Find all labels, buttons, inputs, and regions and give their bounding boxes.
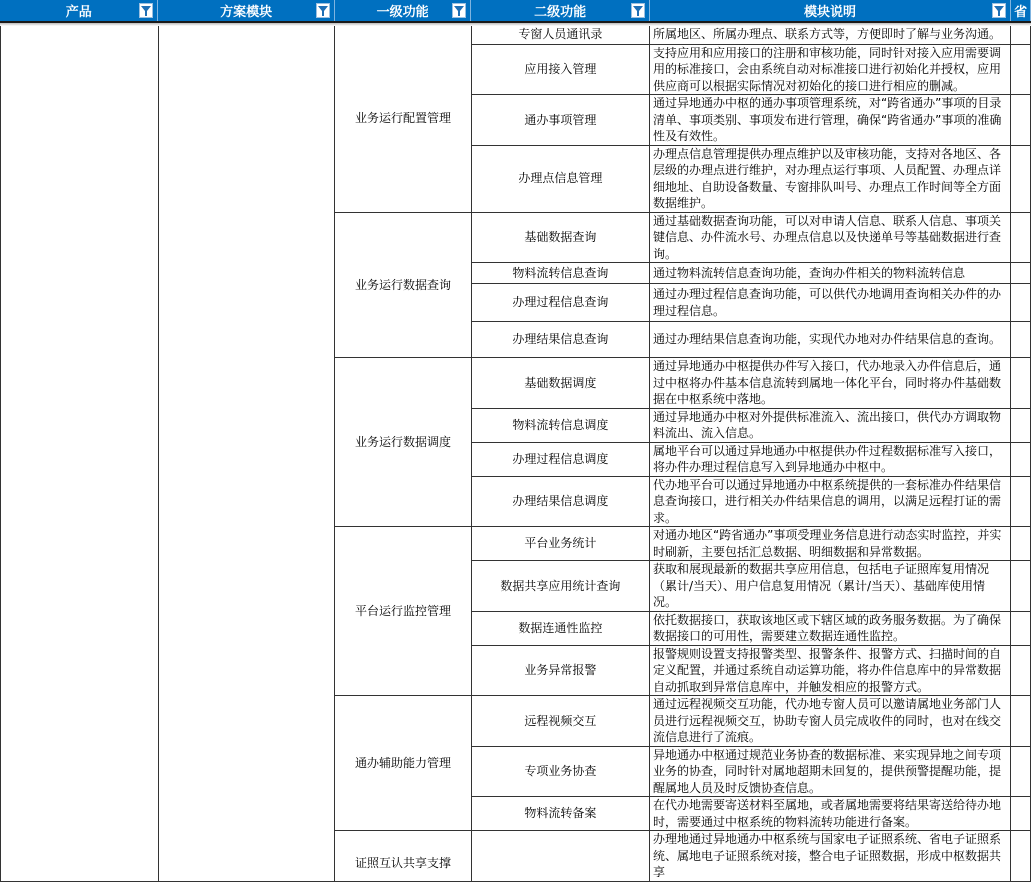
next-column-cell[interactable] bbox=[1011, 831, 1031, 882]
level2-cell-text: 远程视频交互 bbox=[524, 713, 597, 728]
column-header[interactable] bbox=[0, 0, 158, 21]
level2-cell[interactable] bbox=[471, 95, 649, 146]
description-cell[interactable] bbox=[649, 358, 1010, 409]
description-cell-text: 通过办理过程信息查询功能，可以供代办地调用查询相关办件的办理过程信息。 bbox=[652, 287, 1001, 318]
description-cell[interactable] bbox=[649, 44, 1010, 95]
next-column-cell[interactable] bbox=[1011, 611, 1031, 645]
module-cell[interactable] bbox=[159, 24, 335, 881]
next-column-cell[interactable] bbox=[1011, 696, 1031, 747]
next-column-cell[interactable] bbox=[1011, 322, 1031, 358]
description-cell-text: 通过物料流转信息查询功能，查询办件相关的物料流转信息 bbox=[652, 265, 965, 280]
description-cell[interactable] bbox=[649, 284, 1010, 322]
level1-cell-text: 平台运行监控管理 bbox=[355, 603, 452, 618]
description-cell-text: 在代办地需要寄送材料至属地，或者属地需要将结果寄送给待办地时，需要通过中枢系统的物料流转功能进行备案。 bbox=[652, 798, 1001, 829]
description-cell[interactable] bbox=[649, 145, 1010, 212]
level2-cell-text: 平台业务统计 bbox=[524, 536, 597, 551]
next-column-cell[interactable] bbox=[1011, 145, 1031, 212]
level2-cell-text: 数据共享应用统计查询 bbox=[500, 578, 621, 593]
column-header-label: 产品 bbox=[65, 5, 92, 20]
description-cell-text: 办理地通过异地通办中枢系统与国家电子证照系统、省电子证照系统、属地电子证照系统对接，整合电子证照数据，形成中枢数据共享 bbox=[652, 832, 1001, 879]
next-column-cell[interactable] bbox=[1011, 645, 1031, 696]
description-cell[interactable] bbox=[649, 442, 1010, 476]
level2-cell[interactable] bbox=[471, 145, 649, 212]
description-cell[interactable] bbox=[649, 611, 1010, 645]
next-column-cell[interactable] bbox=[1011, 212, 1031, 263]
level2-cell-text: 物料流转信息调度 bbox=[512, 417, 609, 432]
level2-cell[interactable] bbox=[471, 408, 649, 442]
column-header-label: 方案模块 bbox=[220, 5, 273, 20]
level1-cell[interactable] bbox=[335, 527, 472, 696]
level2-cell[interactable] bbox=[471, 611, 649, 645]
level1-cell[interactable] bbox=[335, 696, 472, 831]
column-header-label: 省 bbox=[1014, 5, 1028, 20]
filter-dropdown-icon[interactable] bbox=[631, 3, 645, 18]
level2-cell-text: 专项业务协查 bbox=[524, 764, 597, 778]
level2-cell[interactable] bbox=[471, 831, 649, 882]
level2-cell[interactable] bbox=[471, 212, 649, 263]
description-cell-text: 通过异地通办中枢提供办件写入接口，代办地录入办件信息后，通过中枢将办件基本信息流转到属地一体化平台，同时将办件基础数据在中枢系统中落地。 bbox=[652, 359, 1001, 406]
product-cell[interactable] bbox=[1, 24, 159, 881]
description-cell[interactable] bbox=[649, 322, 1010, 358]
description-cell-text: 通过基础数据查询功能，可以对申请人信息、联系人信息、事项关键信息、办件流水号、办理点信息以及快递单号等基础数据进行查询。 bbox=[652, 213, 1001, 261]
level1-cell-text: 业务运行数据调度 bbox=[355, 434, 452, 449]
description-cell-text: 支持应用和应用接口的注册和审核功能，同时针对接入应用需要调用的标准接口，会由系统自动对标准接口进行初始化并授权，应用供应商可以根据实际情况对初始化的接口进行相应的删减。 bbox=[652, 45, 1001, 93]
level2-cell-text: 物料流转备案 bbox=[524, 806, 597, 821]
filter-dropdown-icon[interactable] bbox=[452, 3, 466, 18]
level2-cell[interactable] bbox=[471, 44, 649, 95]
level2-cell-text: 应用接入管理 bbox=[524, 62, 597, 76]
next-column-cell[interactable] bbox=[1011, 746, 1031, 797]
description-cell-text: 代办地平台可以通过异地通办中枢系统提供的一套标准办件结果信息查询接口，进行相关办件结果信息的调用，以满足远程打证的需求。 bbox=[652, 477, 1001, 525]
column-header-label: 一级功能 bbox=[376, 5, 429, 20]
level1-cell[interactable] bbox=[335, 212, 472, 358]
column-header[interactable] bbox=[471, 0, 649, 21]
spreadsheet-table bbox=[0, 24, 1031, 882]
next-column-cell[interactable] bbox=[1011, 95, 1031, 146]
header-row bbox=[0, 0, 1031, 23]
level2-cell-text: 办理过程信息调度 bbox=[512, 451, 609, 466]
level2-cell[interactable] bbox=[471, 746, 649, 797]
next-column-cell[interactable] bbox=[1011, 263, 1031, 284]
description-cell[interactable] bbox=[649, 408, 1010, 442]
level2-cell[interactable] bbox=[471, 696, 649, 747]
description-cell-text: 办理点信息管理提供办理点维护以及审核功能，支持对各地区、各层级的办理点进行维护，对办理点运行事项、人员配置、办理点详细地址、自助设备数量、专窗排队叫号、办理点工作时间等全方面数据维护。 bbox=[652, 146, 1001, 210]
level2-cell-text: 办理结果信息查询 bbox=[512, 332, 609, 347]
description-cell[interactable] bbox=[649, 95, 1010, 146]
description-cell-text: 属地平台可以通过异地通办中枢提供办件过程数据标准写入接口，将办件办理过程信息写入到异地通办中枢中。 bbox=[652, 443, 1001, 474]
level2-cell-text: 数据连通性监控 bbox=[518, 620, 603, 635]
next-column-cell[interactable] bbox=[1011, 561, 1031, 612]
level2-cell[interactable] bbox=[471, 263, 649, 284]
next-column-cell[interactable] bbox=[1011, 527, 1031, 561]
level2-cell[interactable] bbox=[471, 797, 649, 831]
level1-cell-text: 通办辅助能力管理 bbox=[355, 755, 452, 770]
level2-cell-text: 业务异常报警 bbox=[524, 663, 597, 677]
column-header[interactable] bbox=[1011, 0, 1031, 21]
next-column-cell[interactable] bbox=[1011, 358, 1031, 409]
filter-dropdown-icon[interactable] bbox=[316, 3, 330, 18]
column-header[interactable] bbox=[335, 0, 472, 21]
level2-cell-text: 基础数据调度 bbox=[524, 375, 597, 390]
level2-cell[interactable] bbox=[471, 527, 649, 561]
next-column-cell[interactable] bbox=[1011, 284, 1031, 322]
level2-cell[interactable] bbox=[471, 358, 649, 409]
level2-cell-text: 办理结果信息调度 bbox=[512, 494, 609, 508]
description-cell-text: 通过异地通办中枢对外提供标准流入、流出接口，供代办方调取物料流出、流入信息。 bbox=[652, 409, 1001, 440]
description-cell[interactable] bbox=[649, 746, 1010, 797]
description-cell-text: 通过办理结果信息查询功能，实现代办地对办件结果信息的查询。 bbox=[652, 332, 1001, 347]
description-cell[interactable] bbox=[649, 561, 1010, 612]
description-cell[interactable] bbox=[649, 645, 1010, 696]
frozen-pane-divider bbox=[0, 23, 1031, 26]
description-cell[interactable] bbox=[649, 212, 1010, 263]
table-row bbox=[1, 24, 1031, 44]
description-cell[interactable] bbox=[649, 696, 1010, 747]
level1-cell-text: 业务运行数据查询 bbox=[355, 277, 452, 292]
description-cell[interactable] bbox=[649, 476, 1010, 527]
level2-cell[interactable] bbox=[471, 442, 649, 476]
level2-cell[interactable] bbox=[471, 561, 649, 612]
level1-cell[interactable] bbox=[335, 358, 472, 527]
column-header[interactable] bbox=[650, 0, 1011, 21]
level2-cell[interactable] bbox=[471, 284, 649, 322]
description-cell-text: 所属地区、所属办理点、联系方式等，方便即时了解与业务沟通。 bbox=[652, 26, 1001, 41]
description-cell-text: 获取和展现最新的数据共享应用信息，包括电子证照库复用情况（累计/当天）、用户信息复用情况（累计/当天）、基础库使用情况。 bbox=[652, 562, 989, 609]
description-cell-text: 报警规则设置支持报警类型、报警条件、报警方式、扫描时间的自定义配置，并通过系统自动运算功能，将办件信息库中的异常数据自动抓取到异常信息库中，并触发相应的报警方式。 bbox=[652, 646, 1001, 694]
level1-cell-text: 证照互认共享支撑 bbox=[355, 856, 452, 870]
level2-cell-text: 物料流转信息查询 bbox=[512, 265, 609, 280]
description-cell[interactable] bbox=[649, 263, 1010, 284]
next-column-cell[interactable] bbox=[1011, 476, 1031, 527]
level2-cell[interactable] bbox=[471, 24, 649, 44]
level1-cell-text: 业务运行配置管理 bbox=[355, 110, 452, 125]
description-cell[interactable] bbox=[649, 831, 1010, 882]
description-cell-text: 对通办地区“跨省通办”事项受理业务信息进行动态实时监控，并实时刷新，主要包括汇总数据、明细数据和异常数据。 bbox=[652, 528, 1002, 559]
description-cell[interactable] bbox=[649, 527, 1010, 561]
level2-cell[interactable] bbox=[471, 476, 649, 527]
next-column-cell[interactable] bbox=[1011, 442, 1031, 476]
filter-dropdown-icon[interactable] bbox=[139, 3, 153, 18]
next-column-cell[interactable] bbox=[1011, 797, 1031, 831]
column-header-label: 二级功能 bbox=[534, 5, 587, 20]
description-cell-text: 通过异地通办中枢的通办事项管理系统，对“跨省通办”事项的目录清单、事项类别、事项发布进行管理，确保“跨省通办”事项的准确性及有效性。 bbox=[652, 96, 1002, 143]
level2-cell-text: 通办事项管理 bbox=[524, 112, 597, 127]
level1-cell[interactable] bbox=[335, 24, 472, 212]
column-header[interactable] bbox=[158, 0, 334, 21]
level2-cell-text: 基础数据查询 bbox=[524, 230, 597, 244]
next-column-cell[interactable] bbox=[1011, 44, 1031, 95]
filter-dropdown-icon[interactable] bbox=[992, 3, 1006, 18]
description-cell[interactable] bbox=[649, 797, 1010, 831]
description-cell-text: 依托数据接口，获取该地区或下辖区域的政务服务数据。为了确保数据接口的可用性，需要建立数据连通性监控。 bbox=[652, 612, 1001, 643]
next-column-cell[interactable] bbox=[1011, 24, 1031, 44]
description-cell-text: 异地通办中枢通过规范业务协查的数据标准、来实现异地之间专项业务的协查，同时针对属地超期未回复的，提供预警提醒功能，提醒属地人员及时反馈协查信息。 bbox=[652, 747, 1001, 795]
description-cell[interactable] bbox=[649, 24, 1010, 44]
level2-cell-text: 专窗人员通讯录 bbox=[518, 26, 603, 41]
column-header-label: 模块说明 bbox=[803, 5, 856, 20]
level2-cell[interactable] bbox=[471, 645, 649, 696]
next-column-cell[interactable] bbox=[1011, 408, 1031, 442]
level2-cell-text: 办理过程信息查询 bbox=[512, 295, 609, 310]
description-cell-text: 通过远程视频交互功能，代办地专窗人员可以邀请属地业务部门人员进行远程视频交互，协助专窗人员完成收件的同时，也对在线交流信息进行了流痕。 bbox=[652, 697, 1001, 744]
level2-cell[interactable] bbox=[471, 322, 649, 358]
level2-cell-text: 办理点信息管理 bbox=[518, 171, 603, 186]
level1-cell[interactable] bbox=[335, 831, 472, 882]
